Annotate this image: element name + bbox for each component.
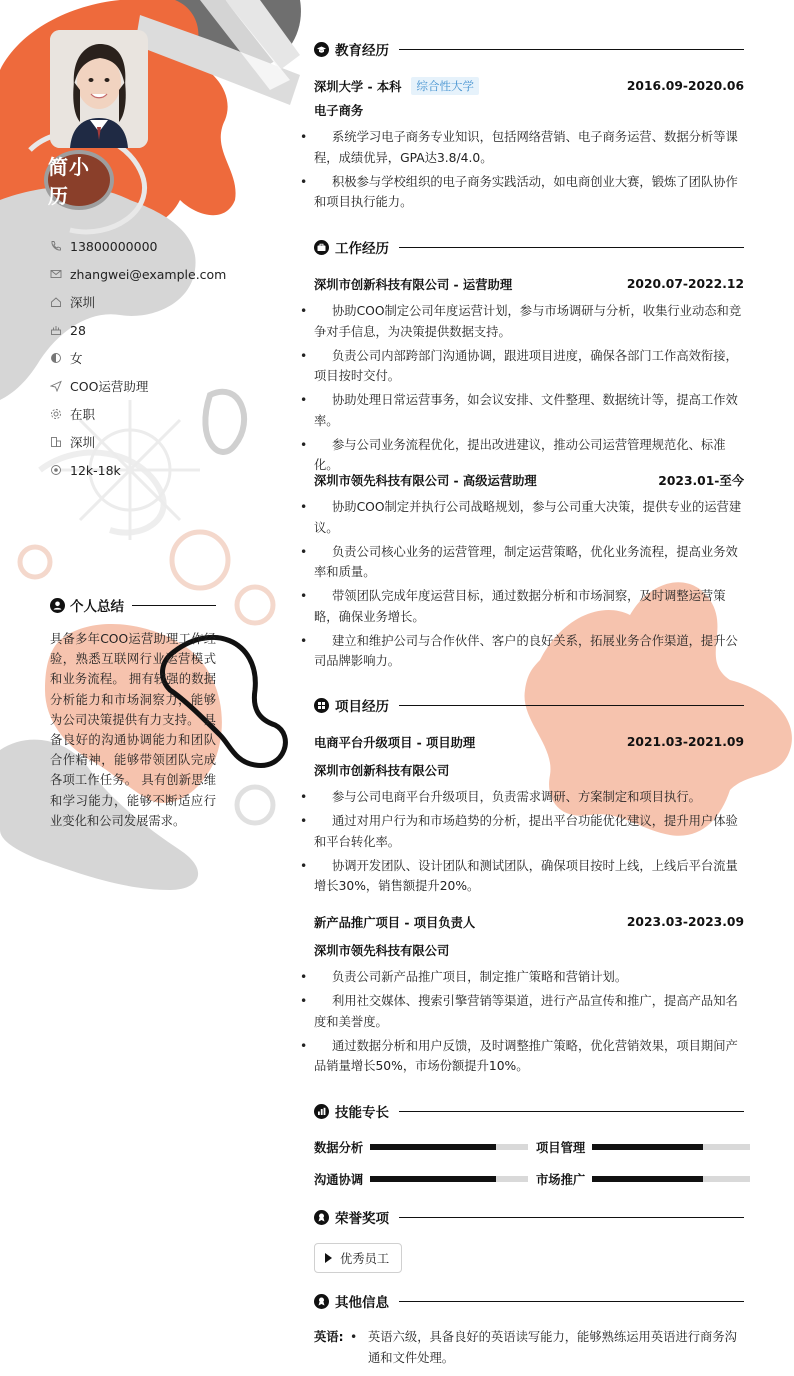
info-salary xyxy=(50,456,250,484)
projects-title: 项目经历 xyxy=(335,699,389,715)
job-bullets xyxy=(314,301,744,479)
resume-title: 简小历 xyxy=(48,155,90,208)
award-icon xyxy=(314,1294,329,1309)
mail-icon xyxy=(50,268,62,280)
job-bullets xyxy=(314,497,744,675)
skill-name: 沟通协调 xyxy=(314,1173,364,1187)
project-company: 深圳市创新科技有限公司 xyxy=(314,764,450,778)
send-icon xyxy=(50,380,62,392)
phone-icon xyxy=(50,240,62,252)
building-icon xyxy=(50,436,62,448)
skill-item xyxy=(314,1170,528,1188)
skill-bar xyxy=(370,1176,528,1182)
award-chip xyxy=(314,1243,402,1273)
info-work-city-text: 深圳 xyxy=(70,435,96,450)
info-position xyxy=(50,372,250,400)
skills-title: 技能专长 xyxy=(335,1105,389,1121)
divider xyxy=(399,1301,744,1302)
list-item: • 协助COO制定公司年度运营计划，参与市场调研与分析，收集行业动态和竞争对手信息，为决策提供数据支持。 xyxy=(314,301,744,342)
info-phone xyxy=(50,232,250,260)
awards-section-header xyxy=(314,1207,744,1227)
summary-text: 具备多年COO运营助理工作经验，熟悉互联网行业运营模式和业务流程。 拥有较强的数据分析能力和市场洞察力，能够为公司决策提供有力支持。 具备良好的沟通协调能力和团队合作精神，能够带领团队完成各项工作任务。 具有创新思维和学习能力，能够不断适应行业变化和公司发展需求。 xyxy=(50,632,216,828)
user-icon xyxy=(50,598,65,613)
info-city-text: 深圳 xyxy=(70,295,96,310)
divider xyxy=(399,1111,744,1112)
skill-bar xyxy=(592,1176,750,1182)
list-item: • 积极参与学校组织的电子商务实践活动，如电商创业大赛，锻炼了团队协作和项目执行能力。 xyxy=(314,172,744,213)
cake-icon xyxy=(50,324,62,336)
skill-bar-fill xyxy=(592,1144,703,1150)
info-email xyxy=(50,260,250,288)
summary-section-header xyxy=(50,595,216,615)
other-info-row xyxy=(314,1327,744,1368)
summary-title: 个人总结 xyxy=(70,599,124,615)
info-status xyxy=(50,400,250,428)
work-title: 工作经历 xyxy=(335,241,389,257)
info-position-text: COO运营助理 xyxy=(70,379,149,394)
list-item: • 通过对用户行为和市场趋势的分析，提出平台功能优化建议，提升用户体验和平台转化率。 xyxy=(314,811,744,852)
list-item: • 利用社交媒体、搜索引擎营销等渠道，进行产品宣传和推广，提高产品知名度和美誉度。 xyxy=(314,991,744,1032)
project-bullets xyxy=(314,787,744,900)
award-icon xyxy=(314,1210,329,1225)
info-status-text: 在职 xyxy=(70,407,96,422)
job-company-role: 深圳市创新科技有限公司 - 运营助理 xyxy=(314,278,513,292)
skill-name: 项目管理 xyxy=(536,1141,586,1155)
portrait-image xyxy=(50,30,148,148)
work-section-header xyxy=(314,237,744,257)
info-gender xyxy=(50,344,250,372)
bar-chart-icon xyxy=(314,1104,329,1119)
skill-name: 市场推广 xyxy=(536,1173,586,1187)
job-row xyxy=(314,275,744,293)
sidebar xyxy=(0,0,260,1376)
skill-item xyxy=(314,1138,528,1156)
list-item: • 负责公司内部跨部门沟通协调，跟进项目进度，确保各部门工作高效衔接，项目按时交付。 xyxy=(314,346,744,387)
divider xyxy=(132,605,216,606)
list-item: • 通过数据分析和用户反馈，及时调整推广策略，优化营销效果，项目期间产品销量增长50%，市场份额提升10%。 xyxy=(314,1036,744,1077)
job-row xyxy=(314,471,744,489)
other-section-header xyxy=(314,1291,744,1311)
skill-item xyxy=(536,1170,750,1188)
projects-section-header xyxy=(314,695,744,715)
list-item: • 系统学习电子商务专业知识，包括网络营销、电子商务运营、数据分析等课程，成绩优异，GPA达3.8/4.0。 xyxy=(314,127,744,168)
list-item: • 协助COO制定并执行公司战略规划，参与公司重大决策，提供专业的运营建议。 xyxy=(314,497,744,538)
play-icon xyxy=(325,1253,332,1263)
divider xyxy=(399,49,744,50)
skill-item xyxy=(536,1138,750,1156)
list-item: • 建立和维护公司与合作伙伴、客户的良好关系，拓展业务合作渠道，提升公司品牌影响力。 xyxy=(314,631,744,672)
project-name-role: 电商平台升级项目 - 项目助理 xyxy=(314,736,476,750)
list-item: • 协调开发团队、设计团队和测试团队，确保项目按时上线，上线后平台流量增长30%，销售额提升20%。 xyxy=(314,856,744,897)
other-title: 其他信息 xyxy=(335,1295,389,1311)
education-bullets xyxy=(314,127,744,216)
education-major: 电子商务 xyxy=(314,104,364,118)
job-period: 2020.07-2022.12 xyxy=(626,277,744,291)
info-age xyxy=(50,316,250,344)
skill-bar-fill xyxy=(370,1144,496,1150)
briefcase-icon xyxy=(314,240,329,255)
education-period: 2016.09-2020.06 xyxy=(626,79,744,93)
project-period: 2021.03-2021.09 xyxy=(626,735,744,749)
list-item: • 参与公司电商平台升级项目，负责需求调研、方案制定和项目执行。 xyxy=(314,787,744,808)
list-item: • 负责公司新产品推广项目，制定推广策略和营销计划。 xyxy=(314,967,744,988)
award-label: 优秀员工 xyxy=(340,1252,390,1266)
education-row xyxy=(314,77,744,95)
list-item: • 参与公司业务流程优化，提出改进建议，推动公司运营管理规范化、标准化。 xyxy=(314,435,744,476)
job-company-role: 深圳市领先科技有限公司 - 高级运营助理 xyxy=(314,474,537,488)
divider xyxy=(399,705,744,706)
coin-icon xyxy=(50,464,62,476)
skill-bar-fill xyxy=(370,1176,496,1182)
project-name-role: 新产品推广项目 - 项目负责人 xyxy=(314,916,476,930)
info-phone-text: 13800000000 xyxy=(70,238,158,254)
project-company: 深圳市领先科技有限公司 xyxy=(314,944,450,958)
skill-bar xyxy=(370,1144,528,1150)
project-row xyxy=(314,733,744,751)
gear-icon xyxy=(50,408,62,420)
other-label: 英语: xyxy=(314,1330,344,1344)
skill-name: 数据分析 xyxy=(314,1141,364,1155)
project-row xyxy=(314,913,744,931)
graduation-cap-icon xyxy=(314,42,329,57)
skill-bar xyxy=(592,1144,750,1150)
skills-section-header xyxy=(314,1101,744,1121)
divider xyxy=(399,247,744,248)
info-gender-text: 女 xyxy=(70,351,83,366)
home-icon xyxy=(50,296,62,308)
gender-icon xyxy=(50,352,62,364)
education-section-header xyxy=(314,39,744,59)
list-item: • 带领团队完成年度运营目标，通过数据分析和市场洞察，及时调整运营策略，确保业务增长。 xyxy=(314,586,744,627)
divider xyxy=(399,1217,744,1218)
info-salary-text: 12k-18k xyxy=(70,462,121,478)
grid-icon xyxy=(314,698,329,713)
info-age-text: 28 xyxy=(70,322,86,338)
info-email-text: zhangwei@example.com xyxy=(70,266,227,282)
skill-bar-fill xyxy=(592,1176,703,1182)
project-bullets xyxy=(314,967,744,1080)
education-title: 教育经历 xyxy=(335,43,389,59)
school-degree: 深圳大学 - 本科 xyxy=(314,80,402,94)
list-item: • 负责公司核心业务的运营管理，制定运营策略，优化业务流程，提高业务效率和质量。 xyxy=(314,542,744,583)
job-period: 2023.01-至今 xyxy=(658,474,744,488)
info-city xyxy=(50,288,250,316)
project-period: 2023.03-2023.09 xyxy=(626,915,744,929)
profile-photo xyxy=(50,30,148,148)
name-badge xyxy=(44,150,114,210)
other-text: • 英语六级，具备良好的英语读写能力，能够熟练运用英语进行商务沟通和文件处理。 xyxy=(350,1327,744,1368)
info-work-city xyxy=(50,428,250,456)
contact-info-list xyxy=(50,232,250,484)
school-tag: 综合性大学 xyxy=(411,77,479,95)
list-item: • 协助处理日常运营事务，如会议安排、文件整理、数据统计等，提高工作效率。 xyxy=(314,390,744,431)
awards-title: 荣誉奖项 xyxy=(335,1211,389,1227)
